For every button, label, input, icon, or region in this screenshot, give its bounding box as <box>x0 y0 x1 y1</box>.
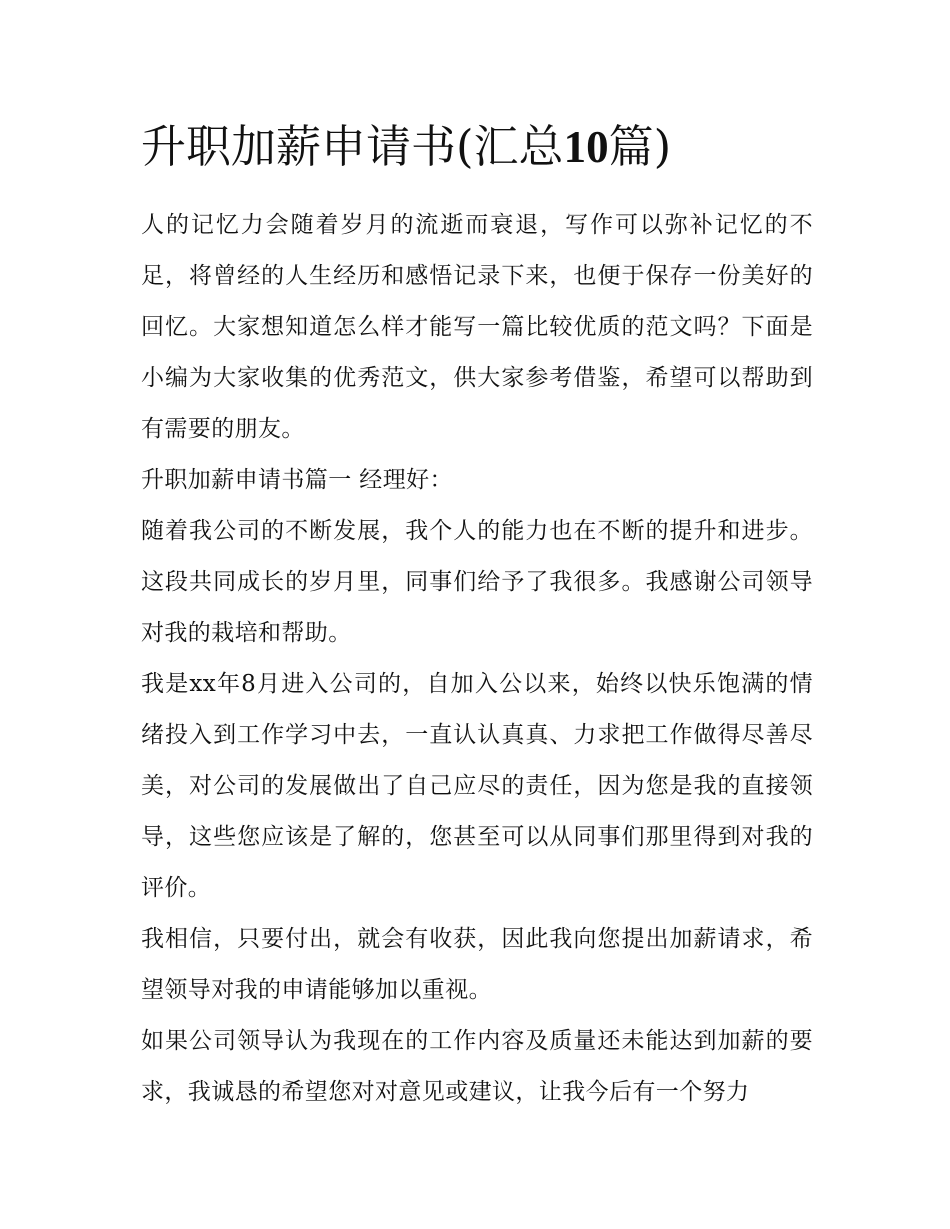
document-page <box>141 112 813 1118</box>
body-paragraph: 我是xx年8月进入公司的，自加入公以来，始终以快乐饱满的情绪投入到工作学习中去，一直认认真真、力求把工作做得尽善尽美，对公司的发展做出了自己应尽的责任，因为您是我的直接领导，这些您应该是了解的，您甚至可以从同事们那里得到对我的评价。 <box>141 671 813 901</box>
title-number: 10 <box>563 122 609 172</box>
body-paragraph: 随着我公司的不断发展，我个人的能力也在不断的提升和进步。这段共同成长的岁月里，同事们给予了我很多。我感谢公司领导对我的栽培和帮助。 <box>141 518 813 646</box>
title-prefix: 升职加薪申请书(汇总 <box>141 120 564 173</box>
document-title <box>141 112 813 182</box>
body-paragraph: 我相信，只要付出，就会有收获，因此我向您提出加薪请求，希望领导对我的申请能够加以重视。 <box>141 926 813 1003</box>
intro-paragraph: 人的记忆力会随着岁月的流逝而衰退，写作可以弥补记忆的不足，将曾经的人生经历和感悟记录下来，也便于保存一份美好的回忆。大家想知道怎么样才能写一篇比较优质的范文吗？下面是小编为大家收集的优秀范文，供大家参考借鉴，希望可以帮助到有需要的朋友。 <box>141 212 813 442</box>
title-suffix: 篇) <box>608 120 672 173</box>
section-heading: 升职加薪申请书篇一 经理好： <box>141 467 453 493</box>
body-paragraph: 如果公司领导认为我现在的工作内容及质量还未能达到加薪的要求，我诚恳的希望您对对意见或建议，让我今后有一个努力 <box>141 1028 813 1105</box>
